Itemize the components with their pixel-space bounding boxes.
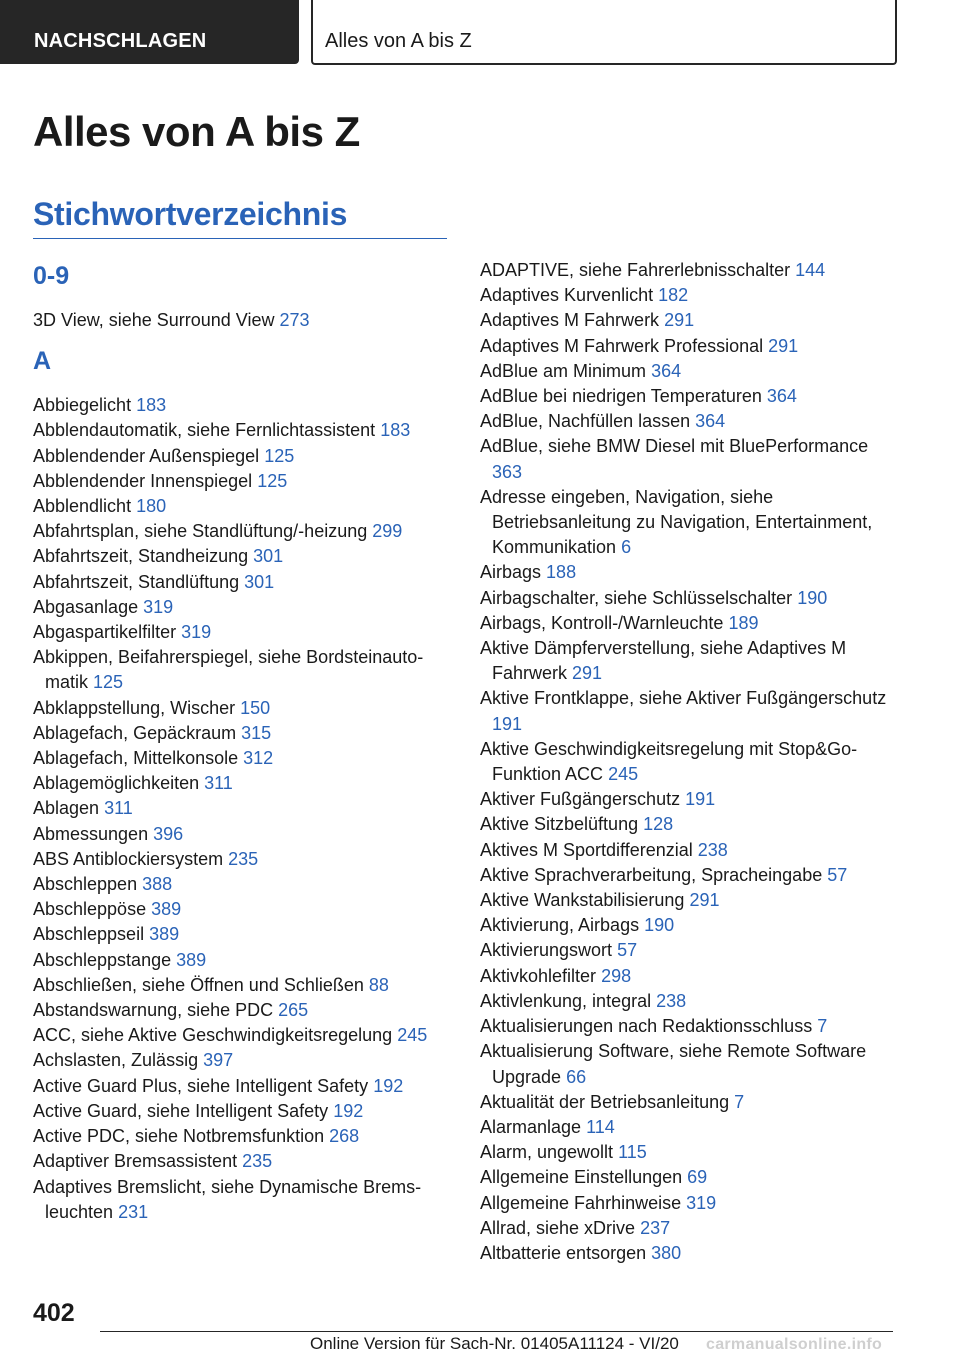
index-entry-term: Aktives M Sportdifferenzial — [480, 839, 693, 860]
index-entry-term: Aktive Sitzbelüftung — [480, 814, 639, 835]
index-entry — [480, 1039, 900, 1089]
index-entry-term: Abkippen, Beifahrerspiegel, siehe Bordsteinautomatik — [33, 647, 424, 693]
index-entry-page-link[interactable]: 319 — [143, 596, 174, 617]
index-entry-page-link[interactable]: 7 — [734, 1091, 745, 1112]
index-entry — [480, 787, 900, 812]
header-chapter-label: Alles von A bis Z — [325, 30, 472, 52]
index-entry-page-link[interactable]: 319 — [181, 622, 212, 643]
index-column-right — [480, 258, 900, 1266]
index-entry — [480, 1216, 900, 1241]
index-entry-page-link[interactable]: 66 — [566, 1066, 587, 1087]
index-entry-term: Abschleppstange — [33, 949, 172, 970]
index-entry-page-link[interactable]: 125 — [264, 445, 295, 466]
index-entry-term: Altbatterie entsorgen — [480, 1242, 647, 1263]
index-entry-page-link[interactable]: 57 — [617, 940, 638, 961]
index-entry-page-link[interactable]: 364 — [651, 360, 682, 381]
index-entry-page-link[interactable]: 315 — [241, 722, 272, 743]
index-entry-page-link[interactable]: 291 — [768, 335, 799, 356]
index-column-left — [33, 256, 453, 1225]
index-entry — [480, 1191, 900, 1216]
index-entry-page-link[interactable]: 389 — [176, 949, 207, 970]
index-entry — [480, 1014, 900, 1039]
index-entry-page-link[interactable]: 389 — [151, 899, 182, 920]
page-subtitle: Stichwortverzeichnis — [33, 196, 348, 232]
index-entry-term: Aktiver Fußgängerschutz — [480, 789, 681, 810]
index-entry — [480, 686, 900, 736]
index-entry — [33, 897, 453, 922]
index-entry-term: Achslasten, Zulässig — [33, 1050, 199, 1071]
index-entry-term: Abschließen, siehe Öffnen und Schließen — [33, 974, 364, 995]
index-entry-page-link[interactable]: 380 — [651, 1242, 682, 1263]
index-entry-term: Ablagefach, Gepäckraum — [33, 722, 237, 743]
watermark: carmanualsonline.info — [706, 1336, 883, 1353]
index-entry — [480, 560, 900, 585]
index-entry — [33, 1124, 453, 1149]
index-entry-page-link[interactable]: 298 — [601, 965, 632, 986]
index-entry-page-link[interactable]: 183 — [136, 395, 167, 416]
index-entry-page-link[interactable]: 180 — [136, 496, 167, 517]
index-entry-term: Allgemeine Fahrhinweise — [480, 1192, 682, 1213]
index-entry — [33, 308, 453, 333]
index-entry-term: Aktualisierung Software, siehe Remote Software Upgrade — [480, 1041, 867, 1087]
index-entry-term: Aktive Geschwindigkeitsregelung mit Stop&Go-Funktion ACC — [480, 738, 858, 785]
index-entry-term: Abgaspartikelfilter — [33, 622, 177, 643]
index-entry — [33, 1023, 453, 1048]
index-entry-term: Aktive Wankstabilisierung — [480, 890, 685, 911]
index-entry-term: AdBlue, siehe BMW Diesel mit BluePerformance — [480, 436, 869, 457]
index-entry — [33, 796, 453, 821]
index-entry-term: Abschleppen — [33, 874, 138, 895]
index-entry-page-link[interactable]: 115 — [618, 1142, 647, 1163]
index-entry-page-link[interactable]: 144 — [795, 260, 826, 280]
index-entry — [33, 872, 453, 897]
index-entry-term: Active PDC, siehe Notbremsfunktion — [33, 1126, 325, 1147]
index-entry-term: Adaptives M Fahrwerk Professional — [480, 335, 764, 356]
index-entry-page-link[interactable]: 301 — [253, 546, 284, 567]
index-section-heading: 0-9 — [33, 262, 70, 290]
index-entry-term: Abmessungen — [33, 823, 149, 844]
footer-version: Online Version für Sach-Nr. 01405A11124 - VI/20 — [310, 1334, 679, 1353]
index-entry — [480, 611, 900, 636]
index-entry — [33, 1149, 453, 1174]
index-entry-page-link[interactable]: 245 — [397, 1025, 428, 1046]
index-entry-page-link[interactable]: 88 — [368, 974, 389, 995]
index-entry-term: Airbags — [480, 562, 542, 583]
header-chapter-tab — [311, 0, 897, 65]
index-entry-term: Adaptives Bremslicht, siehe Dynamische Bremsleuchten — [33, 1176, 422, 1222]
index-entry-term: Airbags, Kontroll-/Warnleuchte — [480, 612, 724, 633]
index-entry-term: Adresse eingeben, Navigation, siehe Betriebsanleitung zu Navigation, Entertainment, Kommunikation — [480, 486, 873, 558]
index-entry-term: AdBlue bei niedrigen Temperaturen — [480, 386, 762, 407]
index-entry — [33, 645, 453, 695]
index-entry — [480, 1140, 900, 1165]
index-entry-term: Active Guard, siehe Intelligent Safety — [33, 1100, 329, 1121]
index-entry-page-link[interactable]: 188 — [546, 562, 577, 583]
page-title: Alles von A bis Z — [33, 108, 360, 155]
index-entry — [480, 636, 900, 686]
index-entry — [33, 1048, 453, 1073]
index-entry-page-link[interactable]: 291 — [572, 663, 603, 684]
index-entry — [33, 444, 453, 469]
index-entry — [480, 888, 900, 913]
index-entry — [33, 494, 453, 519]
index-entry — [480, 409, 900, 434]
index-entry-page-link[interactable]: 183 — [380, 420, 411, 441]
index-entry — [480, 586, 900, 611]
index-entry-term: Alarm, ungewollt — [480, 1142, 614, 1163]
index-entry-page-link[interactable]: 265 — [278, 1000, 309, 1021]
index-entry — [480, 334, 900, 359]
index-entry — [33, 973, 453, 998]
index-entry-term: Abschleppöse — [33, 899, 147, 920]
index-entry — [480, 812, 900, 837]
index-entry-page-link[interactable]: 299 — [372, 521, 403, 542]
index-entry-term: Aktualität der Betriebsanleitung — [480, 1091, 730, 1112]
index-entry-page-link[interactable]: 319 — [686, 1192, 717, 1213]
index-entry-term: Aktivkohlefilter — [480, 965, 597, 986]
index-entry-term: Abblendender Innenspiegel — [33, 470, 253, 491]
index-entry — [33, 1175, 453, 1225]
index-entry-page-link[interactable]: 268 — [329, 1126, 360, 1147]
index-entry — [33, 696, 453, 721]
index-entry-page-link[interactable]: 150 — [240, 697, 271, 718]
index-entry-term: Abbiegelicht — [33, 395, 132, 416]
index-entry — [33, 469, 453, 494]
index-entry — [480, 485, 900, 561]
index-entry-page-link[interactable]: 235 — [242, 1151, 273, 1172]
index-entry — [480, 1115, 900, 1140]
index-entry-page-link[interactable]: 190 — [644, 915, 675, 936]
index-entry-term: Aktivlenkung, integral — [480, 990, 652, 1011]
index-entry — [33, 746, 453, 771]
index-entry — [480, 1090, 900, 1115]
index-entry-term: Alarmanlage — [480, 1116, 582, 1137]
index-entry-page-link[interactable]: 237 — [640, 1217, 671, 1238]
index-entry-page-link[interactable]: 364 — [766, 386, 797, 407]
index-entry — [33, 393, 453, 418]
index-entry — [480, 863, 900, 888]
index-entry-page-link[interactable]: 245 — [608, 764, 639, 785]
index-entry — [480, 913, 900, 938]
index-entry-page-link[interactable]: 238 — [697, 839, 728, 860]
index-entry-page-link[interactable]: 191 — [685, 789, 716, 810]
index-entry — [33, 822, 453, 847]
index-entry-term: Adaptives M Fahrwerk — [480, 310, 660, 331]
page-number: 402 — [33, 1299, 75, 1327]
index-entry-term: Aktive Dämpferverstellung, siehe Adaptives M Fahrwerk — [480, 638, 847, 684]
index-entry — [33, 570, 453, 595]
subtitle-divider — [33, 238, 447, 239]
index-entry-page-link[interactable]: 192 — [373, 1075, 404, 1096]
index-entry-term: Ablagen — [33, 798, 100, 819]
index-entry — [480, 359, 900, 384]
index-entry — [33, 922, 453, 947]
index-entry — [33, 418, 453, 443]
index-entry-page-link[interactable]: 125 — [257, 470, 288, 491]
index-entry-term: Abstandswarnung, siehe PDC — [33, 1000, 274, 1021]
index-entry — [33, 620, 453, 645]
index-entry-page-link[interactable]: 128 — [643, 814, 674, 835]
index-entry-term: Abgasanlage — [33, 596, 139, 617]
index-entry-page-link[interactable]: 192 — [333, 1100, 364, 1121]
index-entry — [480, 737, 900, 787]
index-entry — [33, 948, 453, 973]
index-entry — [33, 519, 453, 544]
index-entry-term: Ablagefach, Mittelkonsole — [33, 748, 239, 769]
index-entry-term: Airbagschalter, siehe Schlüsselschalter — [480, 587, 793, 608]
index-entry — [480, 989, 900, 1014]
index-entry-page-link[interactable]: 396 — [153, 823, 184, 844]
index-entry-term: Adaptives Kurvenlicht — [480, 285, 654, 306]
index-entry-page-link[interactable]: 125 — [93, 672, 124, 693]
index-entry-page-link[interactable]: 301 — [244, 571, 275, 592]
index-entry-page-link[interactable]: 6 — [621, 537, 632, 558]
index-entry-term: ABS Antiblockiersystem — [33, 848, 224, 869]
index-entry-term: Ablagemöglichkeiten — [33, 773, 200, 794]
index-entry-page-link[interactable]: 182 — [658, 285, 689, 306]
index-entry — [480, 964, 900, 989]
index-entry-term: Abfahrtszeit, Standlüftung — [33, 571, 240, 592]
index-entry-page-link[interactable]: 190 — [797, 587, 828, 608]
index-entry — [480, 384, 900, 409]
index-entry-term: Abblendender Außenspiegel — [33, 445, 260, 466]
index-section-heading: A — [33, 347, 52, 376]
index-entry-term: ACC, siehe Aktive Geschwindigkeitsregelung — [33, 1025, 393, 1046]
index-entry-term: Allrad, siehe xDrive — [480, 1217, 636, 1238]
index-entry-page-link[interactable]: 364 — [695, 411, 726, 432]
index-entry-page-link[interactable]: 273 — [279, 310, 310, 330]
index-entry-term: Abblendautomatik, siehe Fernlichtassistent — [33, 420, 376, 441]
index-entry-page-link[interactable]: 7 — [817, 1016, 828, 1037]
index-entry-term: Adaptiver Bremsassistent — [33, 1151, 238, 1172]
footer-divider — [100, 1331, 893, 1332]
index-entry — [33, 771, 453, 796]
index-entry-term: Abklappstellung, Wischer — [33, 697, 236, 718]
index-entry-page-link[interactable]: 397 — [203, 1050, 234, 1071]
index-entry — [33, 847, 453, 872]
index-entry — [33, 1074, 453, 1099]
index-entry-page-link[interactable]: 238 — [656, 990, 687, 1011]
index-entry-page-link[interactable]: 389 — [149, 924, 180, 945]
index-entry-page-link[interactable]: 69 — [687, 1167, 708, 1188]
index-entry-page-link[interactable]: 363 — [492, 461, 523, 482]
index-entry-term: Aktualisierungen nach Redaktionsschluss — [480, 1016, 813, 1037]
index-entry-page-link[interactable]: 189 — [728, 612, 759, 633]
index-entry-term: Abfahrtsplan, siehe Standlüftung/-heizung — [33, 521, 368, 542]
index-entry-term: AdBlue, Nachfüllen lassen — [480, 411, 691, 432]
index-entry-page-link[interactable]: 311 — [204, 773, 233, 794]
index-entry-term: Abfahrtszeit, Standheizung — [33, 546, 249, 567]
index-entry-term: Aktive Sprachverarbeitung, Spracheingabe — [480, 864, 823, 885]
index-entry-page-link[interactable]: 231 — [118, 1201, 149, 1222]
index-entry-page-link[interactable]: 235 — [228, 848, 259, 869]
index-entry-page-link[interactable]: 57 — [827, 864, 848, 885]
index-entry-term: Abschleppseil — [33, 924, 145, 945]
index-entry — [33, 998, 453, 1023]
index-entry — [480, 434, 900, 484]
header-section-tab — [0, 0, 299, 64]
index-entry-term: Aktivierung, Airbags — [480, 915, 640, 936]
index-entry-page-link[interactable]: 291 — [664, 310, 695, 331]
index-entry — [33, 544, 453, 569]
index-entry-page-link[interactable]: 388 — [142, 874, 173, 895]
index-entry — [480, 308, 900, 333]
index-entry-term: Aktivierungswort — [480, 940, 613, 961]
index-entry-term: 3D View, siehe Surround View — [33, 310, 275, 330]
index-entry-page-link[interactable]: 291 — [689, 890, 720, 911]
index-entry-page-link[interactable]: 311 — [104, 798, 133, 819]
index-entry-term: Aktive Frontklappe, siehe Aktiver Fußgängerschutz — [480, 688, 887, 709]
index-entry — [480, 838, 900, 863]
index-entry — [480, 1165, 900, 1190]
index-entry — [480, 283, 900, 308]
index-entry — [480, 258, 900, 283]
index-entry-term: Allgemeine Einstellungen — [480, 1167, 683, 1188]
index-entry — [480, 938, 900, 963]
index-entry-term: AdBlue am Minimum — [480, 360, 647, 381]
index-entry — [33, 721, 453, 746]
index-entry — [33, 595, 453, 620]
index-entry-page-link[interactable]: 312 — [243, 748, 274, 769]
index-entry-term: Active Guard Plus, siehe Intelligent Safety — [33, 1075, 369, 1096]
index-entry — [33, 1099, 453, 1124]
index-entry-page-link[interactable]: 191 — [492, 713, 523, 734]
index-entry-term: ADAPTIVE, siehe Fahrerlebnisschalter — [480, 260, 791, 280]
index-entry — [480, 1241, 900, 1266]
header-section-label: NACHSCHLAGEN — [34, 30, 207, 52]
index-entry-term: Abblendlicht — [33, 496, 132, 517]
index-entry-page-link[interactable]: 114 — [586, 1116, 615, 1137]
